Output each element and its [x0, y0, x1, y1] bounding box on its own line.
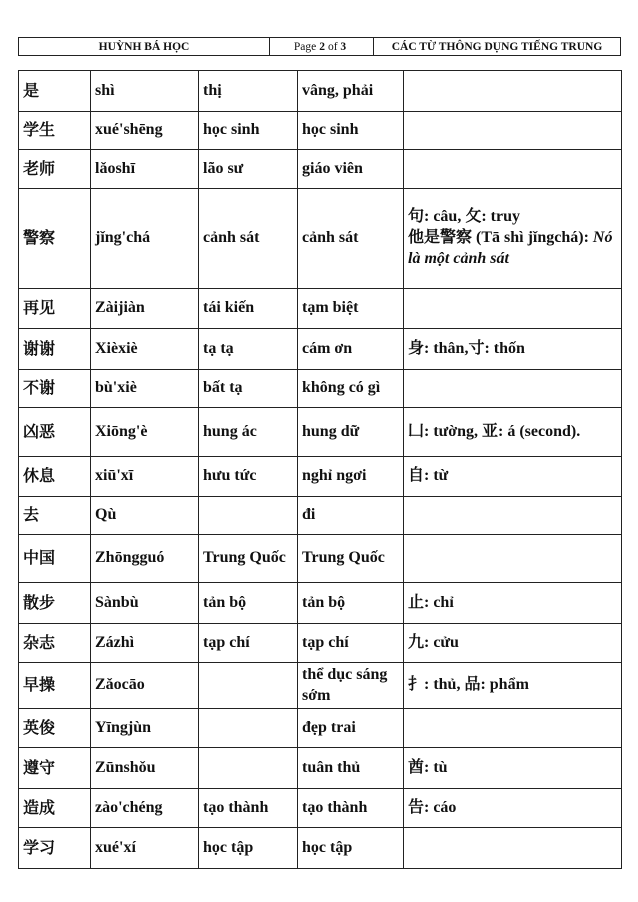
note-cell: [404, 289, 622, 329]
page-of: of: [327, 40, 338, 53]
pinyin-cell: Qù: [91, 497, 199, 535]
header-page-number: [270, 38, 374, 55]
pinyin-cell: zào'chéng: [91, 789, 199, 828]
vocabulary-table: [18, 70, 622, 869]
meaning-cell: nghỉ ngơi: [298, 457, 404, 497]
table-row: [19, 748, 622, 789]
hanzi-cell: 是: [19, 71, 91, 112]
table-row: [19, 663, 622, 709]
hanzi-cell: 不谢: [19, 370, 91, 408]
hanviet-cell: thị: [199, 71, 298, 112]
meaning-cell: Trung Quốc: [298, 535, 404, 583]
note-cell: [404, 535, 622, 583]
page-header: [18, 37, 621, 56]
meaning-cell: học sinh: [298, 112, 404, 150]
hanzi-cell: 学生: [19, 112, 91, 150]
hanviet-cell: bất tạ: [199, 370, 298, 408]
note-cell: [404, 71, 622, 112]
pinyin-cell: Yīngjùn: [91, 709, 199, 748]
table-row: [19, 112, 622, 150]
table-row: [19, 828, 622, 869]
note-example: 他是警察 (Tā shì jǐngchá):: [408, 229, 589, 247]
table-row: [19, 370, 622, 408]
hanzi-cell: 再见: [19, 289, 91, 329]
meaning-cell: thể dục sáng sớm: [298, 663, 404, 709]
header-title: CÁC TỪ THÔNG DỤNG TIẾNG TRUNG: [391, 40, 603, 53]
note-translation: Nó là một cảnh sát: [408, 229, 613, 267]
table-row: [19, 497, 622, 535]
meaning-cell: đẹp trai: [298, 709, 404, 748]
table-row: [19, 150, 622, 189]
pinyin-cell: Zūnshǒu: [91, 748, 199, 789]
note-cell: [404, 189, 622, 289]
pinyin-cell: xué'shēng: [91, 112, 199, 150]
hanzi-cell: 杂志: [19, 624, 91, 663]
hanviet-cell: hưu tức: [199, 457, 298, 497]
pinyin-cell: xiū'xī: [91, 457, 199, 497]
pinyin-cell: Sànbù: [91, 583, 199, 624]
hanzi-cell: 凶恶: [19, 408, 91, 457]
header-author: HUỲNH BÁ HỌC: [19, 38, 270, 55]
hanviet-cell: tái kiến: [199, 289, 298, 329]
note-cell: 身: thân,寸: thốn: [404, 329, 622, 370]
pinyin-cell: shì: [91, 71, 199, 112]
hanzi-cell: 散步: [19, 583, 91, 624]
table-row: [19, 789, 622, 828]
table-row: [19, 535, 622, 583]
meaning-cell: giáo viên: [298, 150, 404, 189]
page-prefix: Page: [293, 40, 317, 53]
hanzi-cell: 去: [19, 497, 91, 535]
note-cell: [404, 497, 622, 535]
hanzi-cell: 警察: [19, 189, 91, 289]
note-cell: [404, 709, 622, 748]
hanviet-cell: tản bộ: [199, 583, 298, 624]
hanviet-cell: Trung Quốc: [199, 535, 298, 583]
hanviet-cell: [199, 709, 298, 748]
hanzi-cell: 学习: [19, 828, 91, 869]
pinyin-cell: Xiōng'è: [91, 408, 199, 457]
hanviet-cell: cảnh sát: [199, 189, 298, 289]
note-line: 句: câu, 攵: truy: [408, 208, 520, 226]
pinyin-cell: lǎoshī: [91, 150, 199, 189]
meaning-cell: tạo thành: [298, 789, 404, 828]
pinyin-cell: Zǎocāo: [91, 663, 199, 709]
table-row: [19, 709, 622, 748]
note-cell: [404, 370, 622, 408]
note-cell: 扌: thủ, 品: phẩm: [404, 663, 622, 709]
pinyin-cell: jǐng'chá: [91, 189, 199, 289]
table-row: [19, 408, 622, 457]
hanzi-cell: 老师: [19, 150, 91, 189]
note-cell: [404, 112, 622, 150]
meaning-cell: không có gì: [298, 370, 404, 408]
hanzi-cell: 遵守: [19, 748, 91, 789]
hanviet-cell: [199, 748, 298, 789]
pinyin-cell: xué'xí: [91, 828, 199, 869]
hanviet-cell: lão sư: [199, 150, 298, 189]
pinyin-cell: Xièxiè: [91, 329, 199, 370]
meaning-cell: cảnh sát: [298, 189, 404, 289]
note-cell: 凵: tường, 亚: á (second).: [404, 408, 622, 457]
meaning-cell: tuân thủ: [298, 748, 404, 789]
pinyin-cell: bù'xiè: [91, 370, 199, 408]
hanzi-cell: 英俊: [19, 709, 91, 748]
note-cell: [404, 150, 622, 189]
meaning-cell: cám ơn: [298, 329, 404, 370]
page-current: 2: [319, 40, 325, 53]
note-cell: 止: chỉ: [404, 583, 622, 624]
pinyin-cell: Zàijiàn: [91, 289, 199, 329]
hanzi-cell: 中国: [19, 535, 91, 583]
note-cell: [404, 828, 622, 869]
hanviet-cell: học tập: [199, 828, 298, 869]
meaning-cell: tạp chí: [298, 624, 404, 663]
pinyin-cell: Zhōngguó: [91, 535, 199, 583]
table-row: [19, 624, 622, 663]
hanviet-cell: học sinh: [199, 112, 298, 150]
table-row: [19, 583, 622, 624]
hanviet-cell: [199, 497, 298, 535]
hanviet-cell: tạo thành: [199, 789, 298, 828]
hanzi-cell: 谢谢: [19, 329, 91, 370]
hanzi-cell: 造成: [19, 789, 91, 828]
note-cell: 酋: tù: [404, 748, 622, 789]
meaning-cell: học tập: [298, 828, 404, 869]
hanzi-cell: 休息: [19, 457, 91, 497]
table-row: [19, 457, 622, 497]
table-row: [19, 289, 622, 329]
page-total: 3: [340, 40, 347, 53]
meaning-cell: vâng, phải: [298, 71, 404, 112]
hanviet-cell: [199, 663, 298, 709]
hanviet-cell: hung ác: [199, 408, 298, 457]
meaning-cell: đi: [298, 497, 404, 535]
note-cell: 自: từ: [404, 457, 622, 497]
hanviet-cell: tạp chí: [199, 624, 298, 663]
table-row: [19, 189, 622, 289]
meaning-cell: tản bộ: [298, 583, 404, 624]
table-row: [19, 71, 622, 112]
pinyin-cell: Zázhì: [91, 624, 199, 663]
hanviet-cell: tạ tạ: [199, 329, 298, 370]
hanzi-cell: 早操: [19, 663, 91, 709]
meaning-cell: hung dữ: [298, 408, 404, 457]
table-row: [19, 329, 622, 370]
note-cell: 告: cáo: [404, 789, 622, 828]
note-cell: 九: cửu: [404, 624, 622, 663]
meaning-cell: tạm biệt: [298, 289, 404, 329]
